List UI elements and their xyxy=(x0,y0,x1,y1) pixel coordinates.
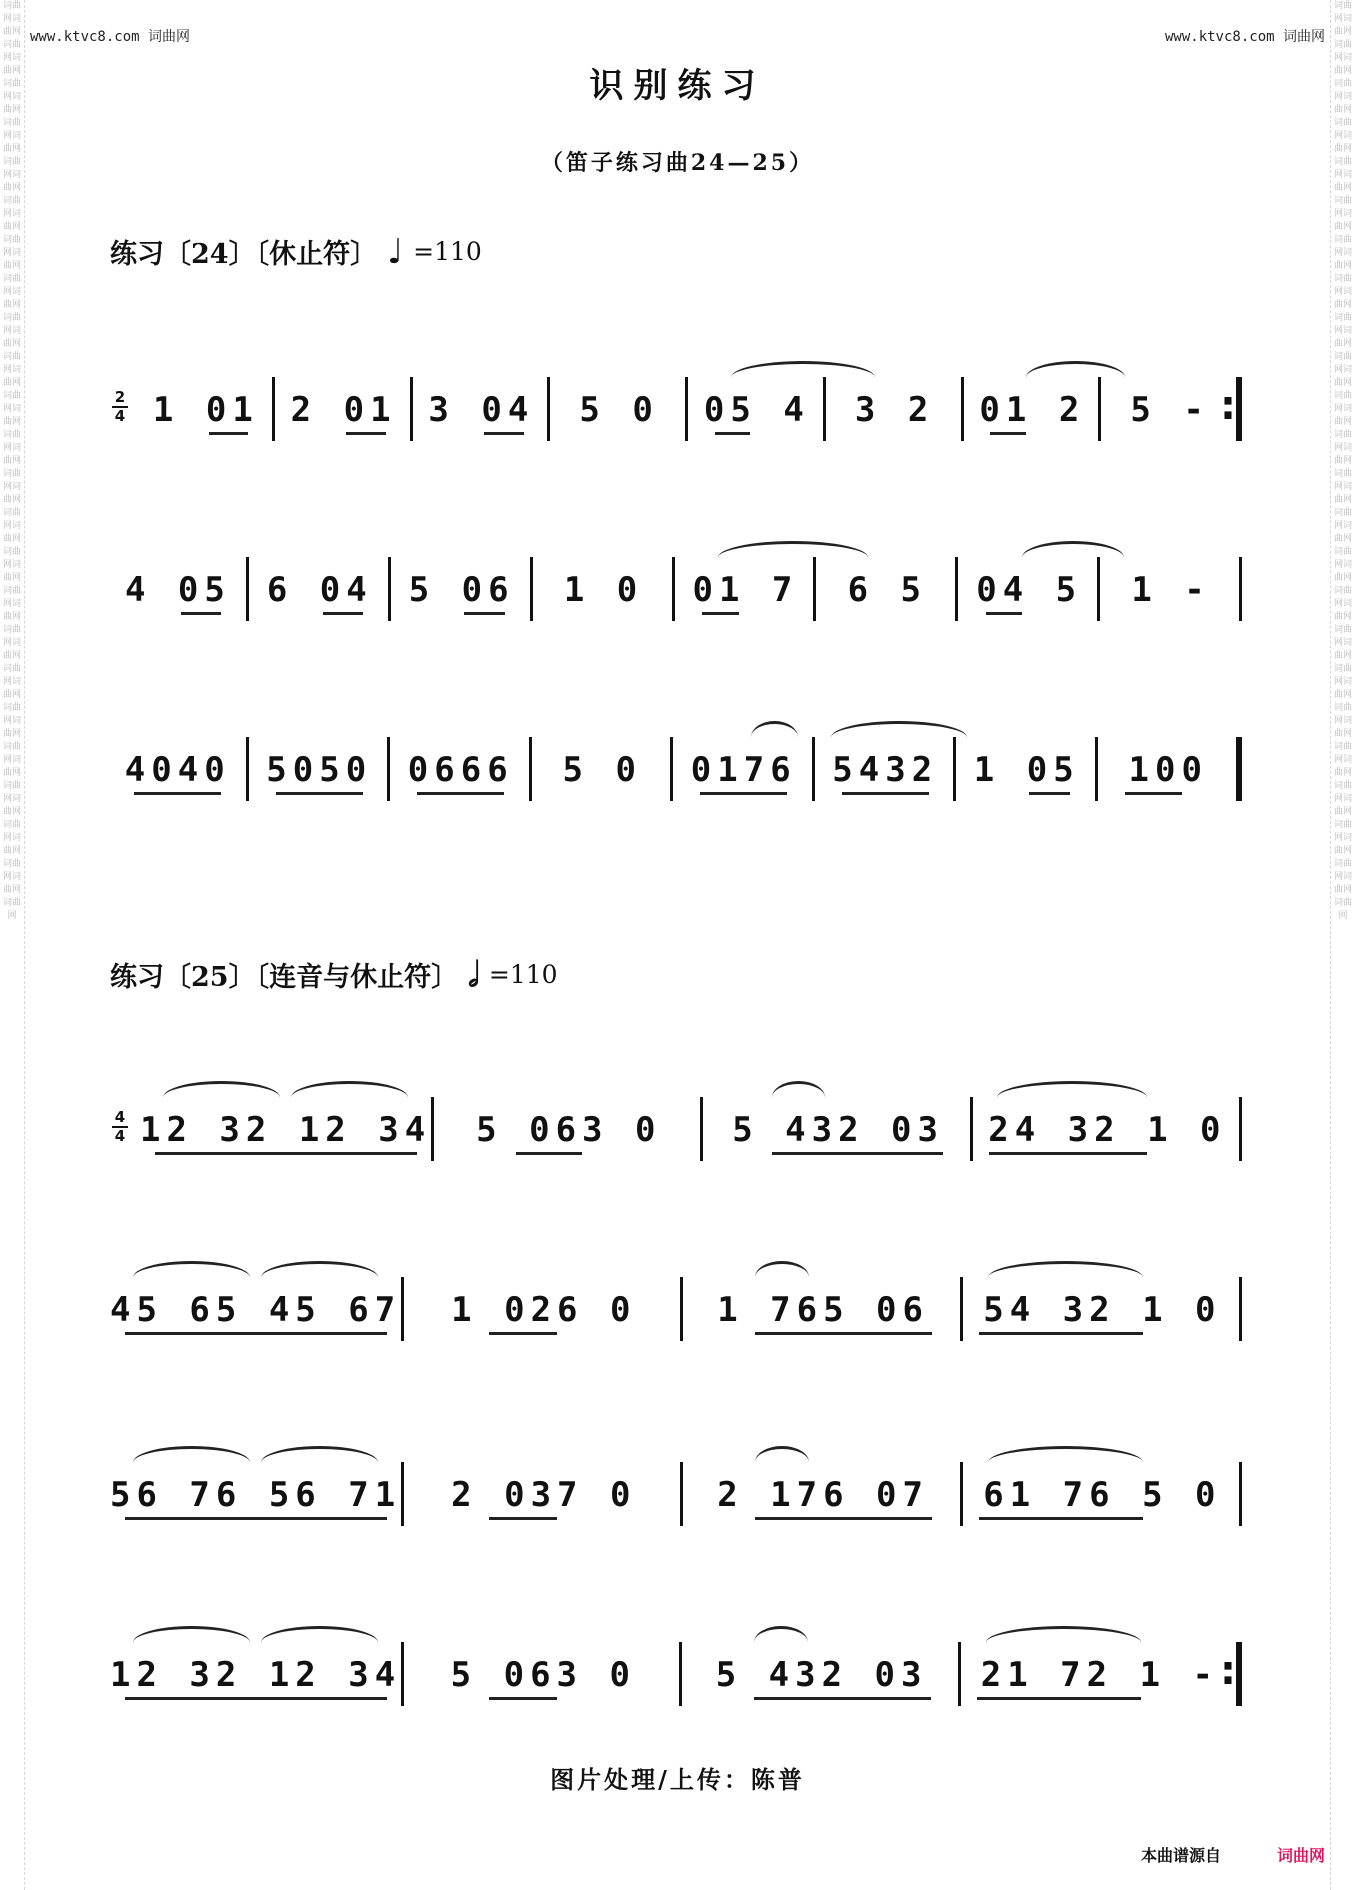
exercise-24-line-2 xyxy=(110,535,1245,645)
half-note-icon: 𝅗𝅥 xyxy=(468,954,479,995)
exercise-24-heading xyxy=(110,232,482,271)
repeat-barline xyxy=(1236,1642,1245,1706)
barline xyxy=(1239,1097,1245,1161)
footer-source-label: 本曲谱源自 xyxy=(1140,1846,1221,1865)
measure: 56 76 56 71 xyxy=(110,1440,401,1550)
measure: 01 7 xyxy=(678,535,814,645)
footer xyxy=(1141,1843,1325,1866)
exercise-25-title: 练习〔25〕〔连音与休止符〕 xyxy=(110,962,459,993)
exercise-25-heading xyxy=(110,955,558,994)
exercise-25-line-1 xyxy=(110,1075,1245,1185)
measure: 2 176 07 xyxy=(686,1440,959,1550)
measure: 5432 xyxy=(818,715,954,825)
measure: 4 05 xyxy=(110,535,246,645)
measure: 1 05 xyxy=(959,715,1095,825)
measure: 3 2 xyxy=(854,390,935,430)
exercise-25-line-2 xyxy=(110,1255,1245,1365)
time-signature-top: 2 xyxy=(114,388,126,406)
final-barline xyxy=(1236,737,1245,801)
measure: 1 765 06 xyxy=(686,1255,959,1365)
measure: 5 063 0 xyxy=(437,1075,700,1185)
measure: 2 01 xyxy=(278,355,410,465)
measure: 61 76 5 0 xyxy=(966,1440,1239,1550)
barline xyxy=(1239,1462,1245,1526)
measure: 12 32 12 34 xyxy=(140,1075,431,1185)
measure: 5 432 03 xyxy=(706,1075,969,1185)
page-title: 识别练习 xyxy=(589,66,766,106)
measure: 21 72 1 - xyxy=(964,1620,1236,1730)
exercise-24-title: 练习〔24〕〔休止符〕 xyxy=(110,239,378,270)
repeat-barline xyxy=(1236,377,1245,441)
site-url-left[interactable]: www.ktvc8.com 词曲网 xyxy=(30,29,191,45)
measure: 6 04 xyxy=(252,535,388,645)
measure: 0666 xyxy=(393,715,529,825)
exercise-24-line-3 xyxy=(110,715,1245,825)
measure: 5 06 xyxy=(394,535,530,645)
right-watermark-strip: 词曲网词曲网词曲网词曲网词曲网词曲网词曲网词曲网词曲网词曲网词曲网词曲网词曲网词曲网词曲网词曲网词曲网词曲网词曲网词曲网词曲网词曲网词曲网词曲网词曲网词曲网词曲网词曲网词曲网词曲网词曲网词曲网词曲网词曲网词曲网词曲网词曲网词曲网词曲网词曲网词曲网词曲网词曲网词曲网词曲网词曲网词曲网 xyxy=(1330,0,1355,1890)
measure: 12 32 12 34 xyxy=(110,1620,401,1730)
exercise-25-tempo: =110 xyxy=(488,960,558,989)
page-subtitle: （笛子练习曲24—25） xyxy=(540,150,815,176)
time-signature xyxy=(110,389,130,425)
measure: 5 432 03 xyxy=(685,1620,957,1730)
measure: 54 32 1 0 xyxy=(966,1255,1239,1365)
upload-credit: 图片处理/上传：陈普 xyxy=(550,1765,805,1794)
measure: 5 0 xyxy=(579,390,659,430)
site-url-right[interactable]: www.ktvc8.com 词曲网 xyxy=(1164,29,1325,45)
measure: 0176 xyxy=(676,715,812,825)
measure: 05 4 xyxy=(691,355,823,465)
barline xyxy=(1239,557,1245,621)
measure: 1 026 0 xyxy=(407,1255,680,1365)
time-signature-top: 4 xyxy=(114,1108,126,1126)
exercise-25-line-4 xyxy=(110,1620,1245,1730)
exercise-24-line-1 xyxy=(110,355,1245,465)
left-watermark-strip: 词曲网词曲网词曲网词曲网词曲网词曲网词曲网词曲网词曲网词曲网词曲网词曲网词曲网词曲网词曲网词曲网词曲网词曲网词曲网词曲网词曲网词曲网词曲网词曲网词曲网词曲网词曲网词曲网词曲网词曲网词曲网词曲网词曲网词曲网词曲网词曲网词曲网词曲网词曲网词曲网词曲网词曲网词曲网词曲网词曲网词曲网词曲网 xyxy=(0,0,25,1890)
measure: 6 5 xyxy=(847,570,928,610)
measure: 04 5 xyxy=(961,535,1097,645)
footer-brand-link[interactable]: 词曲网 xyxy=(1276,1846,1325,1865)
measure: 1 0 xyxy=(563,570,644,610)
quarter-note-icon: ♩ xyxy=(387,231,404,272)
measure: 1 - xyxy=(1131,570,1211,610)
time-signature xyxy=(110,1109,130,1145)
measure: 5 - xyxy=(1130,390,1210,430)
time-signature-bottom: 4 xyxy=(114,1127,126,1145)
measure: 1 01 xyxy=(140,355,272,465)
measure: 45 65 45 67 xyxy=(110,1255,401,1365)
measure: 5050 xyxy=(252,715,388,825)
measure: 01 2 xyxy=(967,355,1099,465)
measure: 2 037 0 xyxy=(407,1440,680,1550)
measure: 100 xyxy=(1101,715,1237,825)
measure: 3 04 xyxy=(416,355,548,465)
measure: 5 063 0 xyxy=(407,1620,679,1730)
time-signature-bottom: 4 xyxy=(114,407,126,425)
measure: 24 32 1 0 xyxy=(976,1075,1239,1185)
exercise-24-tempo: =110 xyxy=(413,237,482,266)
exercise-25-line-3 xyxy=(110,1440,1245,1550)
barline xyxy=(1239,1277,1245,1341)
measure: 5 0 xyxy=(562,750,642,790)
measure: 4040 xyxy=(110,715,246,825)
